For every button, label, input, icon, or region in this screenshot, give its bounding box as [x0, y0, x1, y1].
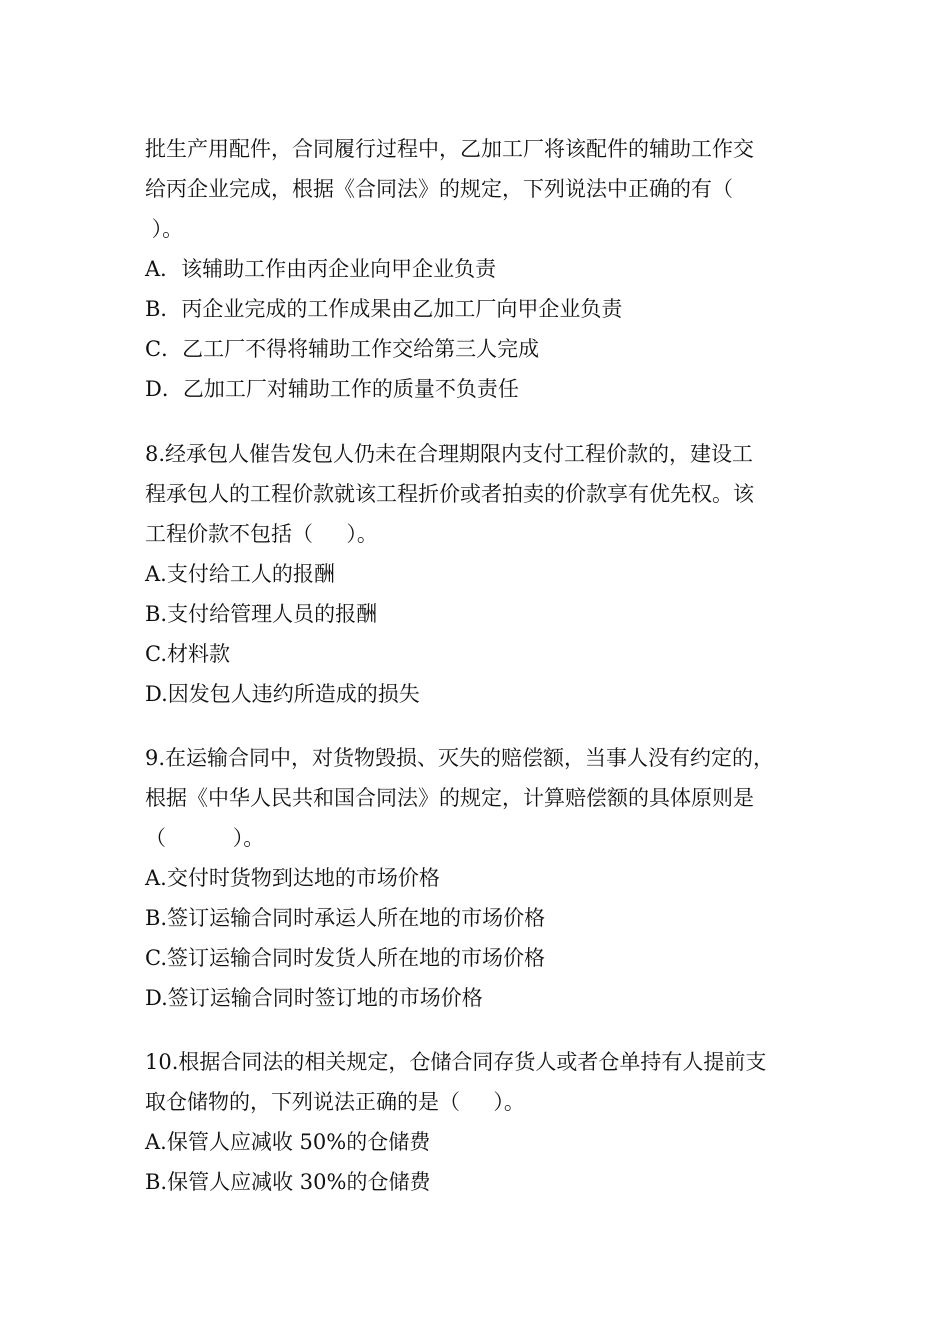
q9-option-c: C.签订运输合同时发货人所在地的市场价格 — [145, 946, 545, 970]
q9-option-d: D.签订运输合同时签订地的市场价格 — [145, 986, 483, 1010]
q7-option-c: C．乙工厂不得将辅助工作交给第三人完成 — [145, 337, 540, 361]
q8-option-c: C.材料款 — [145, 642, 230, 666]
q10-option-a: A.保管人应减收 50%的仓储费 — [145, 1130, 431, 1154]
q9-stem-line-1: 9.在运输合同中，对货物毁损、灭失的赔偿额，当事人没有约定的， — [145, 746, 775, 770]
q9-stem-line-2: 根据《中华人民共和国合同法》的规定，计算赔偿额的具体原则是 — [145, 786, 754, 810]
q8-option-d: D.因发包人违约所造成的损失 — [145, 682, 420, 706]
q9-stem-line-3: （ ）。 — [145, 826, 265, 850]
q8-option-a: A.支付给工人的报酬 — [145, 562, 335, 586]
q7-stem-line-1: 批生产用配件，合同履行过程中，乙加工厂将该配件的辅助工作交 — [145, 137, 754, 161]
q10-option-b: B.保管人应减收 30%的仓储费 — [145, 1170, 431, 1194]
q8-stem-line-1: 8.经承包人催告发包人仍未在合理期限内支付工程价款的，建设工 — [145, 442, 754, 466]
q7-stem-line-2: 给丙企业完成，根据《合同法》的规定，下列说法中正确的有（ — [145, 177, 733, 201]
q8-option-b: B.支付给管理人员的报酬 — [145, 602, 378, 626]
q7-option-d: D．乙加工厂对辅助工作的质量不负责任 — [145, 377, 519, 401]
q7-option-b: B．丙企业完成的工作成果由乙加工厂向甲企业负责 — [145, 297, 623, 321]
q10-stem-line-2: 取仓储物的，下列说法正确的是（ ）。 — [145, 1090, 525, 1114]
q10-stem-line-1: 10.根据合同法的相关规定，仓储合同存货人或者仓单持有人提前支 — [145, 1050, 767, 1074]
q7-option-a: A．该辅助工作由丙企业向甲企业负责 — [145, 257, 497, 281]
q9-option-b: B.签订运输合同时承运人所在地的市场价格 — [145, 906, 546, 930]
q9-option-a: A.交付时货物到达地的市场价格 — [145, 866, 440, 890]
q8-stem-line-2: 程承包人的工程价款就该工程折价或者拍卖的价款享有优先权。该 — [145, 482, 754, 506]
q8-stem-line-3: 工程价款不包括（ ）。 — [145, 522, 378, 546]
q7-stem-line-3: ）。 — [145, 217, 184, 241]
